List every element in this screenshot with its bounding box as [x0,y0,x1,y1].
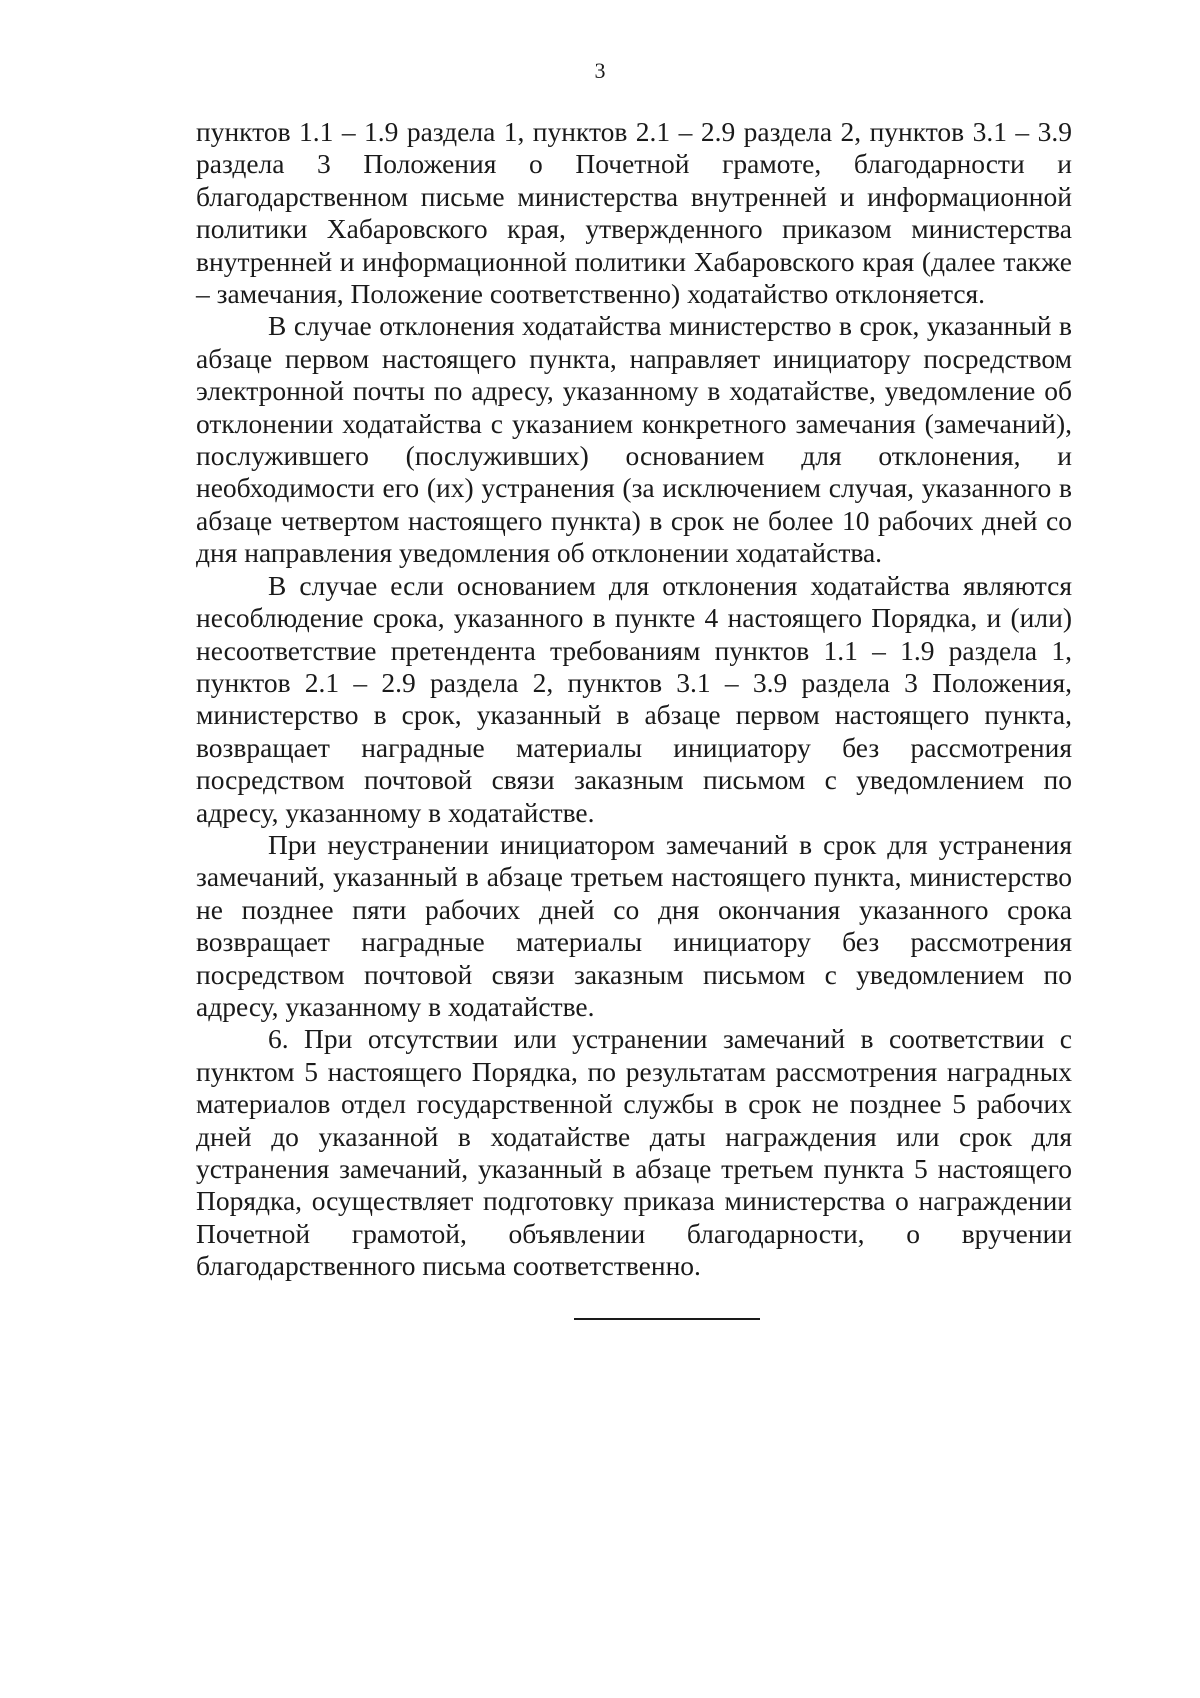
paragraph-item-6: 6. При отсутствии или устранении замечаний в соответствии с пунктом 5 настоящего Порядка, по результатам рассмотрения наградных материалов отдел государственной службы в срок не позднее 5 рабочих дней до указанной в ходатайстве даты награждения или срок для устранения замечаний, указанный в абзаце третьем пункта 5 настоящего Порядка, осуществляет подготовку приказа министерства о награждении Почетной грамотой, объявлении благодарности, о вручении благодарственного письма соответственно. [196,1023,1072,1282]
paragraph-return-materials: В случае если основанием для отклонения ходатайства являются несоблюдение срока, указанного в пункте 4 настоящего Порядка, и (или) несоответствие претендента требованиям пунктов 1.1 – 1.9 раздела 1, пунктов 2.1 – 2.9 раздела 2, пунктов 3.1 – 3.9 раздела 3 Положения, министерство в срок, указанный в абзаце первом настоящего пункта, возвращает наградные материалы инициатору без рассмотрения посредством почтовой связи заказным письмом с уведомлением по адресу, указанному в ходатайстве. [196,569,1072,828]
paragraph-rejection-notice: В случае отклонения ходатайства министерство в срок, указанный в абзаце первом настоящего пункта, направляет инициатору посредством электронной почты по адресу, указанному в ходатайстве, уведомление об отклонении ходатайства с указанием конкретного замечания (замечаний), послужившего (послуживших) основанием для отклонения, и необходимости его (их) устранения (за исключением случая, указанного в абзаце четвертом настоящего пункта) в срок не более 10 рабочих дней со дня направления уведомления об отклонении ходатайства. [196,310,1072,569]
paragraph-non-elimination: При неустранении инициатором замечаний в срок для устранения замечаний, указанный в абзаце третьем настоящего пункта, министерство не позднее пяти рабочих дней со дня окончания указанного срока возвращает наградные материалы инициатору без рассмотрения посредством почтовой связи заказным письмом с уведомлением по адресу, указанному в ходатайстве. [196,828,1072,1022]
page-number: 3 [594,58,606,83]
paragraph-continuation: пунктов 1.1 – 1.9 раздела 1, пунктов 2.1 – 2.9 раздела 2, пунктов 3.1 – 3.9 раздела 3 Положения о Почетной грамоте, благодарности и благодарственном письме министерства внутренней и информационной политики Хабаровского края, утвержденного приказом министерства внутренней и информационной политики Хабаровского края (далее также – замечания, Положение соответственно) ходатайство отклоняется. [196,116,1072,310]
document-body [196,116,1072,1283]
end-of-document-rule [574,1318,760,1320]
